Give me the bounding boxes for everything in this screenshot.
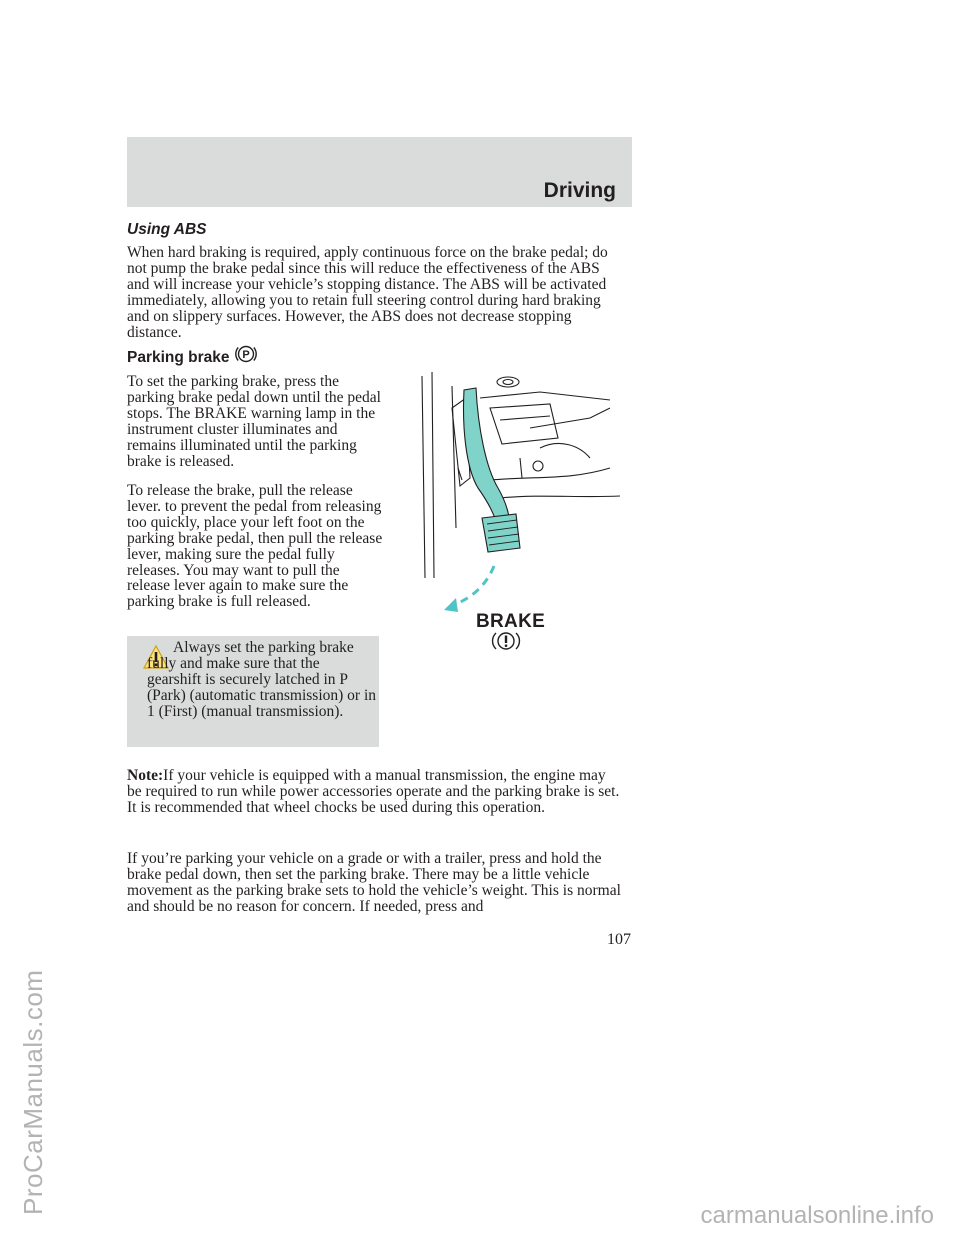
header-band (127, 137, 632, 207)
brake-label: BRAKE (476, 611, 546, 632)
note-label: Note: (127, 767, 164, 784)
warning-text: Always set the parking brake fully and make sure that the gearshift is securely latched in P (Park) (automatic transmission) or in 1 (First) (manual transmission). (147, 639, 377, 720)
abs-heading: Using ABS (127, 221, 207, 238)
note-text: If your vehicle is equipped with a manual transmission, the engine may be required to run while power accessories operate and the parking brake is set. It is recommended that wheel chocks be used during this operation. (127, 767, 620, 816)
section-title: Driving (543, 179, 616, 202)
parking-brake-heading: Parking brake (127, 349, 230, 366)
grade-paragraph: If you’re parking your vehicle on a grade or with a trailer, press and hold the brake pedal down, then set the parking brake. There may be a little vehicle movement as the parking brake sets to hold the vehicle’s weight. This is normal and should be no reason for concern. If needed, press and (127, 850, 621, 915)
parking-brake-set-text: To set the parking brake, press the parking brake pedal down until the pedal stops. The BRAKE warning lamp in the instrument cluster illuminates and remains illuminated until the parking brake is released. (127, 373, 381, 470)
abs-body: When hard braking is required, apply continuous force on the brake pedal; do not pump the brake pedal since this will reduce the effectiveness of the ABS and will increase your vehicle’s stopping distance. The ABS will be activated immediately, allowing you to retain full steering control during hard braking and on slippery surfaces. However, the ABS does not decrease stopping distance. (127, 244, 608, 341)
svg-text:P: P (242, 349, 250, 361)
parking-brake-icon (235, 344, 257, 364)
footer-url: carmanualsonline.info (700, 1202, 934, 1229)
note-paragraph (127, 768, 622, 816)
warning-box (127, 636, 379, 747)
watermark: ProCarManuals.com (18, 969, 48, 1215)
page-number: 107 (607, 931, 631, 948)
parking-brake-release-text: To release the brake, pull the release lever. to prevent the pedal from releasing too quickly, place your left foot on the parking brake pedal, then pull the release lever, making sure the pedal fully releases. You may want to pull the release lever again to make sure the parking brake is full released. (127, 482, 383, 611)
brake-warning-lamp-icon (491, 629, 521, 653)
